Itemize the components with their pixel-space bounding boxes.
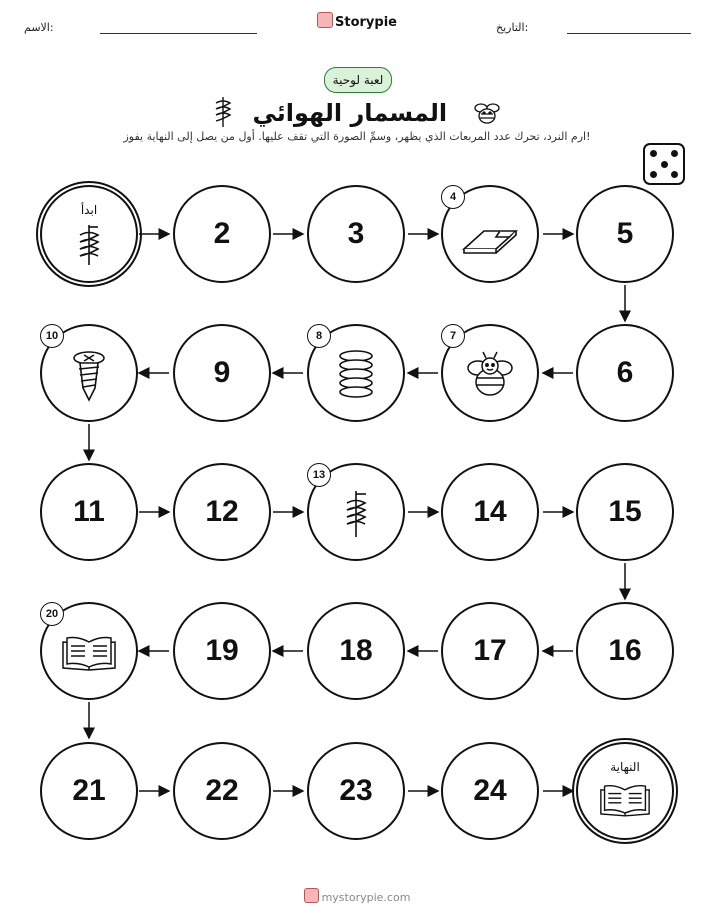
- space-number: 16: [608, 634, 642, 667]
- space-number: 17: [473, 634, 507, 667]
- space-number: 2: [213, 217, 231, 250]
- storypie-icon: [304, 888, 319, 903]
- footer: [0, 888, 714, 904]
- board-space-16: [576, 602, 674, 700]
- brand-name: Storypie: [335, 15, 397, 30]
- space-number: 19: [205, 634, 239, 667]
- space-number: 22: [205, 774, 239, 807]
- space-number: 15: [608, 495, 642, 528]
- board-space-8: [307, 324, 405, 422]
- board-space-7: [441, 324, 539, 422]
- name-label: الاسم:: [24, 21, 54, 34]
- game-type-badge: لعبة لوحية: [324, 67, 392, 93]
- board-space-5: [576, 185, 674, 283]
- board-space-23: [307, 742, 405, 840]
- board-space-end: [576, 742, 674, 840]
- board-space-12: [173, 463, 271, 561]
- board-space-22: [173, 742, 271, 840]
- title-text: المسمار الهوائي: [252, 99, 448, 127]
- end-label: النهاية: [610, 760, 640, 774]
- board-space-4: [441, 185, 539, 283]
- board-space-19: [173, 602, 271, 700]
- space-tag: 20: [40, 602, 64, 626]
- space-tag: 13: [307, 463, 331, 487]
- screw-spiral-icon: [76, 223, 102, 267]
- board-space-13: [307, 463, 405, 561]
- space-number: 11: [73, 495, 105, 528]
- board-space-24: [441, 742, 539, 840]
- board-space-17: [441, 602, 539, 700]
- board-space-start: [40, 185, 138, 283]
- start-label: ابدأ: [80, 203, 98, 217]
- space-tag: 10: [40, 324, 64, 348]
- board-space-20: [40, 602, 138, 700]
- space-number: 23: [339, 774, 373, 807]
- space-number: 12: [205, 495, 239, 528]
- date-label: التاريخ:: [496, 21, 529, 34]
- eraser-icon: [460, 217, 520, 257]
- space-number: 6: [616, 356, 634, 389]
- board-space-6: [576, 324, 674, 422]
- board-space-15: [576, 463, 674, 561]
- space-number: 5: [616, 217, 634, 250]
- board-space-3: [307, 185, 405, 283]
- space-tag: 7: [441, 324, 465, 348]
- screw-icon: [69, 350, 109, 402]
- board-space-14: [441, 463, 539, 561]
- space-number: 24: [473, 774, 507, 807]
- board-space-11: [40, 463, 138, 561]
- board-space-10: [40, 324, 138, 422]
- board-space-21: [40, 742, 138, 840]
- space-tag: 4: [441, 185, 465, 209]
- space-number: 18: [339, 634, 373, 667]
- space-tag: 8: [307, 324, 331, 348]
- footer-url[interactable]: mystorypie.com: [321, 891, 411, 904]
- instructions: ارم النرد، تحرك عدد المربعات الذي يظهر، وسمِّ الصورة التي تقف عليها. أول من يصل إلى النهاية يفوز!: [123, 130, 591, 143]
- book-icon: [61, 634, 117, 674]
- space-number: 3: [347, 217, 365, 250]
- board-space-18: [307, 602, 405, 700]
- book-icon: [599, 782, 651, 820]
- space-number: 14: [473, 495, 507, 528]
- board-space-9: [173, 324, 271, 422]
- board-space-2: [173, 185, 271, 283]
- bee-icon: [464, 348, 516, 400]
- space-number: 9: [213, 356, 231, 389]
- space-number: 21: [72, 774, 106, 807]
- spring-icon: [336, 348, 376, 400]
- screw-spiral-icon: [343, 489, 369, 539]
